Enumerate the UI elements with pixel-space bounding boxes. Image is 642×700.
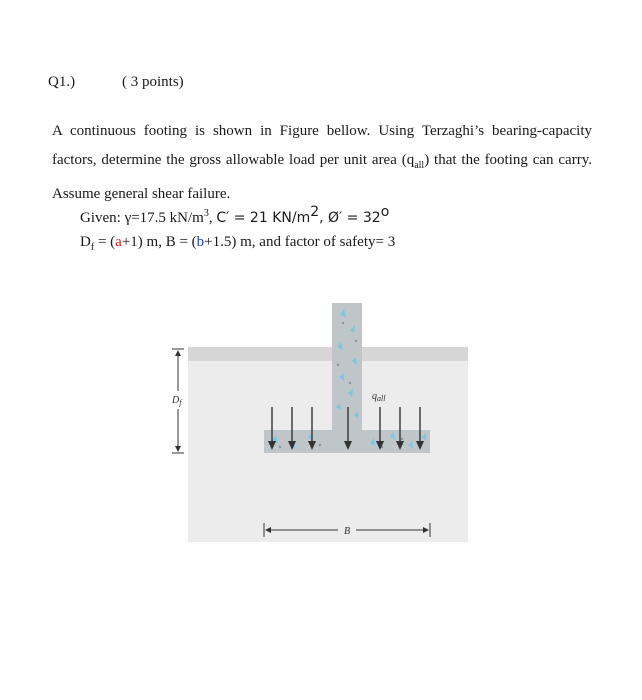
- q-all-subscript: all: [414, 159, 425, 171]
- variable-b: b: [196, 234, 205, 250]
- unit-weight: γ=17.5 kN/m: [124, 210, 204, 226]
- df-symbol: D: [172, 395, 180, 406]
- b-rest: +1.5) m, and factor of safety= 3: [204, 234, 396, 250]
- friction-angle: Ø′ = 32: [328, 210, 381, 226]
- q-subscript: all: [377, 394, 386, 403]
- problem-statement: [52, 117, 592, 209]
- df-label: [171, 395, 183, 407]
- given-values: [80, 204, 389, 227]
- question-points: ( 3 points): [122, 74, 184, 90]
- q-symbol: q: [372, 391, 377, 402]
- separator: ,: [319, 210, 329, 226]
- df-equals: = (: [94, 234, 116, 250]
- df-label: D: [80, 234, 91, 250]
- problem-text-part2: ) that the footing can carry. Assume general shear failure.: [52, 151, 592, 202]
- cohesion-exponent: 2: [310, 204, 320, 220]
- df-rest: +1) m, B = (: [121, 234, 197, 250]
- problem-text-part1: A continuous footing is shown in Figure bellow. Using Terzaghi’s bearing-capacity factors, determine the gross allowable load per unit area (q: [52, 123, 592, 168]
- cohesion: C′ = 21 KN/m: [216, 210, 311, 226]
- variable-a: a: [115, 234, 122, 250]
- ground-surface: [188, 347, 468, 361]
- separator: ,: [208, 210, 217, 226]
- dimension-values: [80, 234, 395, 253]
- degree-symbol: o: [380, 204, 390, 220]
- given-prefix: Given:: [80, 210, 125, 226]
- df-subscript: f: [90, 242, 95, 253]
- question-number: Q1.): [48, 74, 76, 90]
- df-sub: f: [179, 398, 182, 407]
- b-label: B: [344, 526, 351, 537]
- footing-figure: [160, 295, 480, 555]
- unit-weight-exponent: 3: [203, 208, 209, 219]
